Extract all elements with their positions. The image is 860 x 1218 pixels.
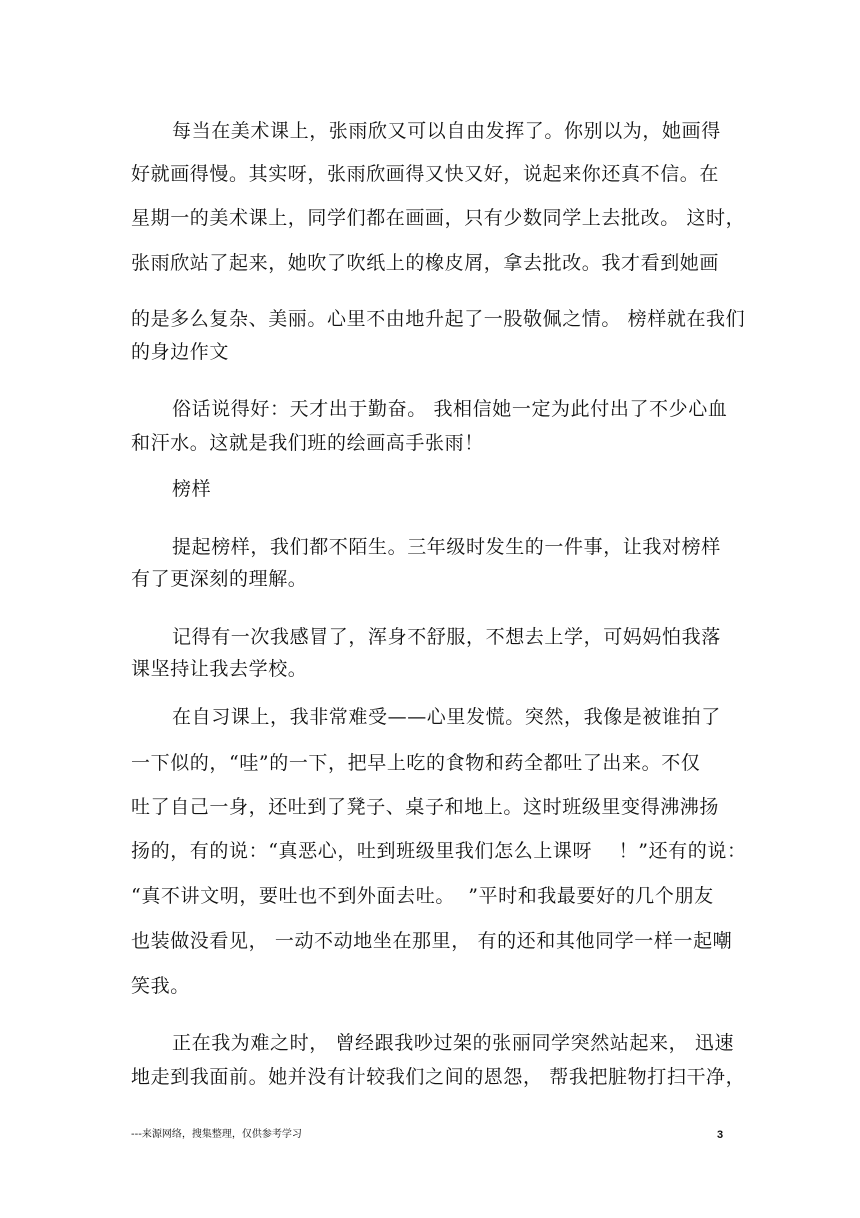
paragraph-line: 正在我为难之时， 曾经跟我吵过架的张丽同学突然站起来， 迅速 [172,1032,735,1054]
paragraph-line: 提起榜样，我们都不陌生。三年级时发生的一件事，让我对榜样 [172,536,721,558]
paragraph-line: 的是多么复杂、美丽。心里不由地升起了一股敬佩之情。 榜样就在我们 [131,308,746,330]
paragraph-line: 笑我。 [131,975,190,997]
paragraph-line: 吐了自己一身，还吐到了凳子、桌子和地上。这时班级里变得沸沸扬 [131,796,720,818]
page-number: 3 [717,1129,724,1141]
footer-source-note: ---来源网络，搜集整理，仅供参考学习 [131,1129,302,1140]
paragraph-line: 的身边作文 [131,341,230,363]
paragraph-line: 在自习课上，我非常难受——心里发慌。突然，我像是被谁拍了 [172,706,721,728]
paragraph-line: 扬的，有的说：“真恶心，吐到班级里我们怎么上课呀 ！”还有的说： [131,840,747,862]
paragraph-line: 星期一的美术课上，同学们都在画画，只有少数同学上去批改。 这时， [131,207,746,229]
paragraph-line: 也装做没看见， 一动不动地坐在那里， 有的还和其他同学一样一起嘲 [131,930,733,952]
paragraph-line: 记得有一次我感冒了，浑身不舒服，不想去上学，可妈妈怕我落 [172,626,721,648]
paragraph-line: 每当在美术课上，张雨欣又可以自由发挥了。你别以为，她画得 [172,120,721,142]
paragraph-line: 课坚持让我去学校。 [131,658,308,680]
paragraph-line: 和汗水。这就是我们班的绘画高手张雨！ [131,432,484,454]
section-title: 榜样 [172,478,212,500]
paragraph-line: 地走到我面前。她并没有计较我们之间的恩怨， 帮我把脏物打扫干净， [131,1066,746,1088]
paragraph-line: 张雨欣站了起来，她吹了吹纸上的橡皮屑，拿去批改。我才看到她画 [131,252,720,274]
paragraph-line: 好就画得慢。其实呀，张雨欣画得又快又好，说起来你还真不信。在 [131,163,720,185]
paragraph-line: 有了更深刻的理解。 [131,568,308,590]
paragraph-line: 一下似的，“哇”的一下，把早上吃的食物和药全都吐了出来。不仅 [131,752,701,774]
paragraph-line: 俗话说得好：天才出于勤奋。 我相信她一定为此付出了不少心血 [172,398,728,420]
paragraph-line: “真不讲文明，要吐也不到外面去吐。 ”平时和我最要好的几个朋友 [131,885,714,907]
